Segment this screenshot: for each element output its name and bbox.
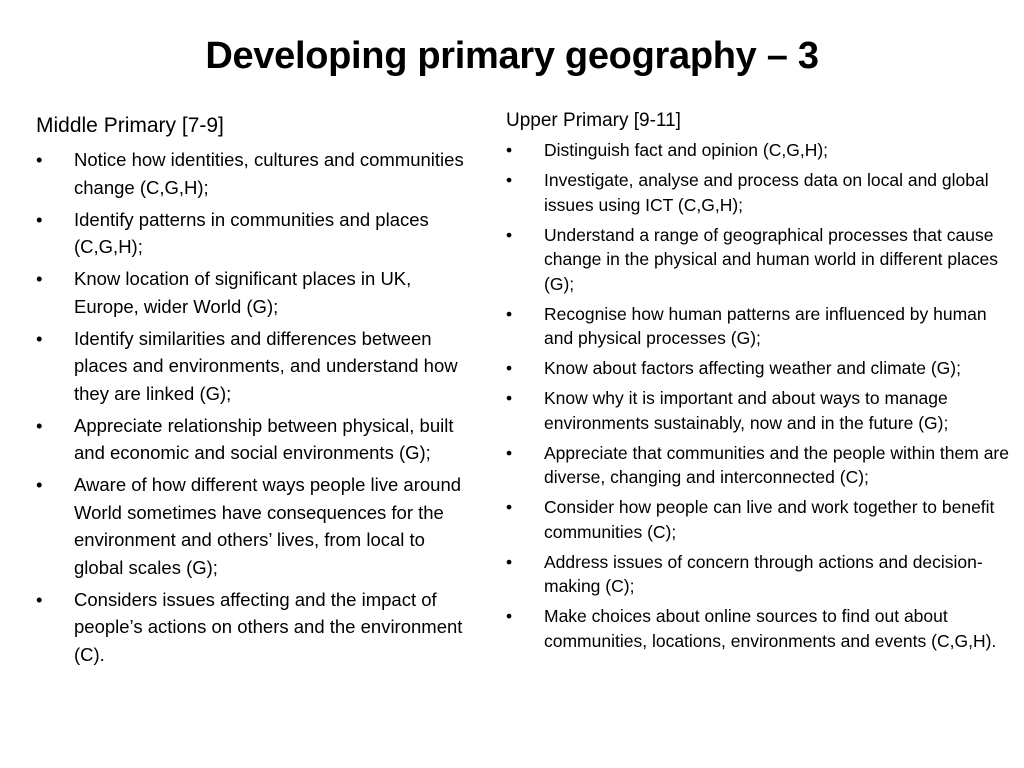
bullet-icon: • (506, 606, 513, 626)
list-item-text: Investigate, analyse and process data on local and global issues using ICT (C,G,H); (544, 170, 989, 215)
list-item-text: Know about factors affecting weather and climate (G); (544, 358, 961, 378)
list-item (506, 168, 1014, 217)
middle-primary-column (36, 112, 476, 673)
list-item-text: Know location of significant places in UK, Europe, wider World (G); (74, 268, 412, 317)
list-item (506, 495, 1014, 544)
bullet-icon: • (506, 224, 513, 245)
bullet-icon: • (36, 327, 43, 349)
upper-primary-heading: Upper Primary [9-11] (506, 110, 681, 131)
bullet-icon: • (506, 442, 513, 463)
bullet-icon: • (36, 588, 43, 610)
bullet-icon: • (506, 140, 513, 160)
list-item (506, 550, 1014, 599)
list-item-text: Understand a range of geographical processes that cause change in the physical and human world in different places (G); (544, 224, 998, 294)
list-item (36, 325, 476, 408)
bullet-icon: • (36, 149, 43, 170)
upper-primary-column (506, 108, 1014, 659)
bullet-icon: • (36, 268, 43, 289)
list-item (506, 386, 1014, 435)
list-item-text: Know why it is important and about ways to manage environments sustainably, now and in the future (G); (544, 388, 949, 433)
list-item-text: Notice how identities, cultures and communities change (C,G,H); (74, 149, 464, 198)
middle-primary-heading: Middle Primary [7-9] (36, 114, 224, 137)
bullet-icon: • (506, 358, 513, 378)
list-item (506, 138, 1014, 163)
bullet-icon: • (506, 388, 513, 408)
bullet-icon: • (506, 551, 513, 572)
list-item (36, 471, 476, 581)
list-item-text: Appreciate that communities and the people within them are diverse, changing and interconnected (C); (544, 442, 1009, 487)
list-item (36, 265, 476, 320)
list-item (36, 146, 476, 201)
bullet-icon: • (36, 474, 43, 495)
list-item-text: Consider how people can live and work together to benefit communities (C); (544, 497, 995, 542)
list-item (506, 441, 1014, 490)
list-item-text: Recognise how human patterns are influenced by human and physical processes (G); (544, 303, 987, 348)
list-item-text: Distinguish fact and opinion (C,G,H); (544, 140, 829, 160)
list-item-text: Aware of how different ways people live around World sometimes have consequences for the environment and others’ lives, from local to global scales (G); (74, 474, 462, 578)
list-item (506, 223, 1014, 297)
slide-title: Developing primary geography – 3 (205, 35, 819, 77)
bullet-icon: • (506, 497, 513, 517)
list-item (506, 604, 1014, 653)
list-item-text: Considers issues affecting and the impact of people’s actions on others and the environment (C). (74, 588, 463, 665)
list-item-text: Identify patterns in communities and places (C,G,H); (74, 208, 429, 257)
list-item (506, 302, 1014, 351)
middle-primary-list (36, 146, 476, 668)
list-item (36, 586, 476, 669)
list-item (36, 412, 476, 467)
bullet-icon: • (506, 170, 513, 190)
list-item-text: Make choices about online sources to find out about communities, locations, environments and events (C,G,H). (544, 606, 997, 651)
upper-primary-list (506, 138, 1014, 653)
bullet-icon: • (506, 303, 513, 324)
list-item-text: Identify similarities and differences between places and environments, and understand how they are linked (G); (74, 327, 458, 404)
bullet-icon: • (36, 208, 43, 230)
bullet-icon: • (36, 414, 43, 436)
list-item-text: Address issues of concern through actions and decision-making (C); (544, 551, 983, 596)
list-item (36, 206, 476, 261)
list-item-text: Appreciate relationship between physical, built and economic and social environments (G); (74, 414, 454, 463)
list-item (506, 356, 1014, 381)
